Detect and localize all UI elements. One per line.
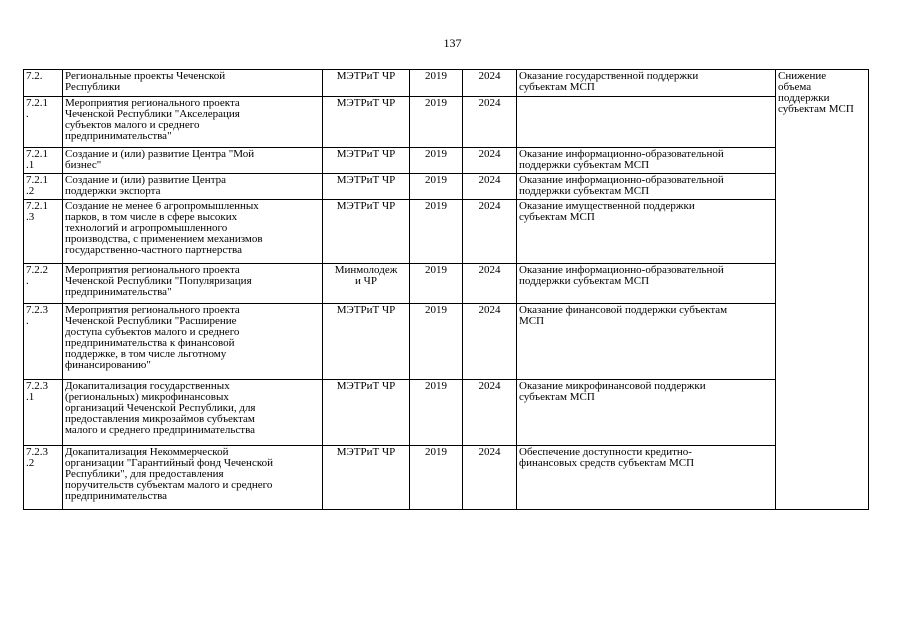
measure-name-line: Чеченской Республики "Акселерация: [65, 108, 240, 120]
expected-result-line: Оказание микрофинансовой поддержки: [519, 380, 706, 392]
measure-name-line: Республики: [65, 81, 121, 93]
expected-result-line: Оказание информационно-образовательной: [519, 148, 724, 160]
item-number-line: .1: [26, 391, 35, 403]
expected-result-line: субъектам МСП: [519, 211, 595, 223]
item-number: [24, 148, 63, 174]
table-row: [24, 264, 869, 304]
item-number-line: 7.2.3: [26, 304, 48, 316]
consequence-line: объема: [778, 81, 812, 93]
measure-name-line: организаций Чеченской Республики, для: [65, 402, 256, 414]
page-number: 137: [443, 36, 462, 50]
measure-name: [63, 70, 323, 97]
responsible-executor-line: МЭТРиТ ЧР: [336, 200, 396, 212]
expected-result-line: субъектам МСП: [519, 391, 595, 403]
start-year: 2019: [410, 446, 463, 510]
item-number-line: 7.2.3: [26, 380, 48, 392]
item-number-line: 7.2.3: [26, 446, 48, 458]
measure-name-line: бизнес": [65, 159, 102, 171]
table-row: [24, 446, 869, 510]
responsible-executor-line: и ЧР: [355, 275, 377, 287]
measure-name-line: (региональных) микрофинансовых: [65, 391, 229, 403]
measure-name-line: парков, в том числе в сфере высоких: [65, 211, 238, 223]
table-row: [24, 380, 869, 446]
measure-name: [63, 304, 323, 380]
item-number-line: .3: [26, 211, 35, 223]
measure-name-line: поддержке, в том числе льготному: [65, 348, 227, 360]
end-year: 2024: [463, 304, 517, 380]
measure-name-line: государственно-частного партнерства: [65, 244, 242, 256]
expected-result-line: поддержки субъектам МСП: [519, 185, 650, 197]
start-year: 2019: [410, 148, 463, 174]
measure-name-line: организации "Гарантийный фонд Чеченской: [65, 457, 274, 469]
measure-name-line: предпринимательства к финансовой: [65, 337, 235, 349]
item-number-line: .2: [26, 185, 35, 197]
measure-name-line: предпринимательства": [65, 130, 172, 142]
start-year: 2019: [410, 174, 463, 200]
measure-name-line: Создание и (или) развитие Центра "Мой: [65, 148, 255, 160]
responsible-executor-line: Минмолодеж: [334, 264, 398, 276]
responsible-executor: [323, 70, 410, 97]
measure-name-line: доступа субъектов малого и среднего: [65, 326, 240, 338]
item-number: [24, 70, 63, 97]
expected-result: [517, 380, 776, 446]
measure-name-line: Докапитализация государственных: [65, 380, 230, 392]
expected-result: [517, 200, 776, 264]
item-number: [24, 97, 63, 148]
expected-result-line: субъектам МСП: [519, 81, 595, 93]
end-year: 2024: [463, 200, 517, 264]
measure-name-line: предоставления микрозаймов субъектам: [65, 413, 255, 425]
measure-name-line: Создание не менее 6 агропромышленных: [65, 200, 259, 212]
expected-result-line: финансовых средств субъектам МСП: [519, 457, 695, 469]
measure-name-line: Республики", для предоставления: [65, 468, 224, 480]
measure-name-line: предпринимательства: [65, 490, 168, 502]
responsible-executor-line: МЭТРиТ ЧР: [336, 97, 396, 109]
responsible-executor: [323, 446, 410, 510]
expected-result-line: Обеспечение доступности кредитно-: [519, 446, 692, 458]
responsible-executor: [323, 200, 410, 264]
measure-name-line: малого и среднего предпринимательства: [65, 424, 256, 436]
responsible-executor: [323, 304, 410, 380]
consequence-line: поддержки: [778, 92, 830, 104]
responsible-executor: [323, 148, 410, 174]
item-number-line: .2: [26, 457, 35, 469]
responsible-executor: [323, 380, 410, 446]
expected-result-line: Оказание информационно-образовательной: [519, 264, 724, 276]
responsible-executor-line: МЭТРиТ ЧР: [336, 148, 396, 160]
measure-name-line: предпринимательства": [65, 286, 172, 298]
measure-name: [63, 174, 323, 200]
measure-name-line: Мероприятия регионального проекта: [65, 264, 240, 276]
measure-name-line: Мероприятия регионального проекта: [65, 304, 240, 316]
responsible-executor-line: МЭТРиТ ЧР: [336, 70, 396, 82]
table-row: [24, 97, 869, 148]
item-number-line: 7.2.1: [26, 200, 48, 212]
start-year: 2019: [410, 97, 463, 148]
measure-name-line: Создание и (или) развитие Центра: [65, 174, 227, 186]
expected-result-line: Оказание имущественной поддержки: [519, 200, 695, 212]
responsible-executor-line: МЭТРиТ ЧР: [336, 304, 396, 316]
expected-result-line: Оказание финансовой поддержки субъектам: [519, 304, 728, 316]
start-year: 2019: [410, 200, 463, 264]
measure-name: [63, 148, 323, 174]
end-year: 2024: [463, 148, 517, 174]
start-year: 2019: [410, 380, 463, 446]
measure-name: [63, 264, 323, 304]
start-year: 2019: [410, 304, 463, 380]
expected-result-line: МСП: [519, 315, 545, 327]
table-row: [24, 70, 869, 97]
measure-name-line: финансированию": [65, 359, 151, 371]
expected-result: [517, 264, 776, 304]
consequence-line: субъектам МСП: [778, 103, 854, 115]
start-year: 2019: [410, 70, 463, 97]
item-number-line: 7.2.: [26, 70, 43, 82]
responsible-executor-line: МЭТРиТ ЧР: [336, 174, 396, 186]
expected-result-line: Оказание государственной поддержки: [519, 70, 699, 82]
expected-result: [517, 97, 776, 148]
table-row: [24, 200, 869, 264]
expected-result: [517, 174, 776, 200]
item-number-line: 7.2.1: [26, 174, 48, 186]
expected-result: [517, 148, 776, 174]
item-number-line: 7.2.2: [26, 264, 48, 276]
item-number-line: .: [26, 315, 29, 327]
table-row: [24, 174, 869, 200]
responsible-executor: [323, 174, 410, 200]
expected-result-line: поддержки субъектам МСП: [519, 275, 650, 287]
item-number: [24, 174, 63, 200]
measure-name-line: Региональные проекты Чеченской: [65, 70, 226, 82]
end-year: 2024: [463, 174, 517, 200]
end-year: 2024: [463, 70, 517, 97]
item-number-line: .1: [26, 159, 35, 171]
expected-result-line: Оказание информационно-образовательной: [519, 174, 724, 186]
item-number-line: 7.2.1: [26, 148, 48, 160]
expected-result-line: поддержки субъектам МСП: [519, 159, 650, 171]
measure-name-line: технологий и агропромышленного: [65, 222, 228, 234]
expected-result: [517, 70, 776, 97]
expected-result: [517, 304, 776, 380]
responsible-executor: [323, 97, 410, 148]
item-number: [24, 264, 63, 304]
item-number-line: .: [26, 108, 29, 120]
item-number: [24, 380, 63, 446]
measure-name: [63, 200, 323, 264]
end-year: 2024: [463, 446, 517, 510]
item-number: [24, 200, 63, 264]
measures-table: [23, 69, 869, 510]
measure-name: [63, 446, 323, 510]
measure-name: [63, 97, 323, 148]
end-year: 2024: [463, 97, 517, 148]
measure-name-line: Докапитализация Некоммерческой: [65, 446, 229, 458]
measure-name-line: производства, с применением механизмов: [65, 233, 263, 245]
responsible-executor-line: МЭТРиТ ЧР: [336, 380, 396, 392]
item-number: [24, 304, 63, 380]
responsible-executor: [323, 264, 410, 304]
measure-name-line: поддержки экспорта: [65, 185, 161, 197]
end-year: 2024: [463, 380, 517, 446]
measure-name-line: субъектов малого и среднего: [65, 119, 200, 131]
item-number: [24, 446, 63, 510]
measure-name-line: Чеченской Республики "Популяризация: [65, 275, 252, 287]
end-year: 2024: [463, 264, 517, 304]
item-number-line: 7.2.1: [26, 97, 48, 109]
non-implementation-consequence: [776, 70, 869, 510]
start-year: 2019: [410, 264, 463, 304]
table-row: [24, 148, 869, 174]
table-row: [24, 304, 869, 380]
measure-name-line: Чеченской Республики "Расширение: [65, 315, 237, 327]
consequence-line: Снижение: [778, 70, 827, 82]
measure-name: [63, 380, 323, 446]
measure-name-line: поручительств субъектам малого и среднего: [65, 479, 273, 491]
measure-name-line: Мероприятия регионального проекта: [65, 97, 240, 109]
responsible-executor-line: МЭТРиТ ЧР: [336, 446, 396, 458]
expected-result: [517, 446, 776, 510]
item-number-line: .: [26, 275, 29, 287]
